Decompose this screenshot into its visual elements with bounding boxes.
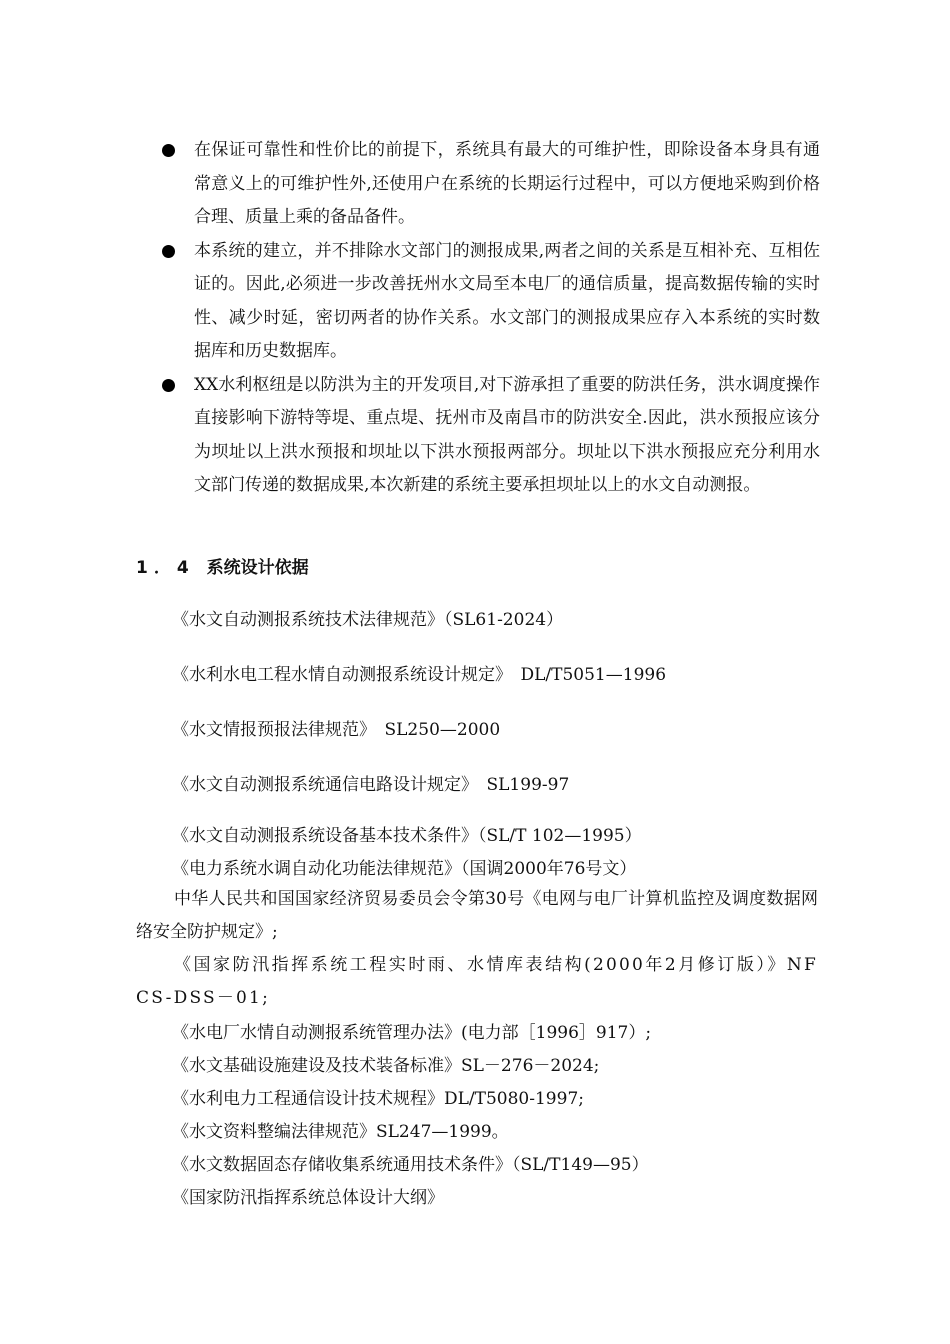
bullet-dot-icon <box>162 245 175 258</box>
regulation-paragraph: 《国家防汛指挥系统工程实时雨、水情库表结构(2000年2月修订版）》NFCS-DSS－01; <box>136 955 818 1008</box>
reference-item: 《水文自动测报系统设备基本技术条件》（SL/T 102—1995） <box>172 826 642 846</box>
bullet-text: XX水利枢纽是以防洪为主的开发项目,对下游承担了重要的防洪任务，洪水调度操作直接影响下游特等堤、重点堤、抚州市及南昌市的防洪安全.因此，洪水预报应该分为坝址以上洪水预报和坝址以下洪水预报两部分。坝址以下洪水预报应充分利用水文部门传递的数据成果,本次新建的系统主要承担坝址以上的水文自动测报。 <box>194 374 820 495</box>
reference-item: 《水文自动测报系统技术法律规范》（SL61-2024） <box>172 610 564 630</box>
reference-item: 《水文资料整编法律规范》SL247—1999。 <box>172 1122 509 1142</box>
section-title: 系统设计依据 <box>206 558 309 578</box>
bullet-dot-icon <box>162 144 175 157</box>
reference-item: 《水电厂水情自动测报系统管理办法》(电力部［1996］917）; <box>172 1023 652 1043</box>
reference-item: 《电力系统水调自动化功能法律规范》（国调2000年76号文） <box>172 859 637 879</box>
section-heading <box>136 554 309 582</box>
bullet-item <box>160 369 820 503</box>
reference-item: 《国家防汛指挥系统总体设计大纲》 <box>172 1188 444 1208</box>
bullet-text: 本系统的建立，并不排除水文部门的测报成果,两者之间的关系是互相补充、互相佐证的。因此,必须进一步改善抚州水文局至本电厂的通信质量，提高数据传输的实时性、减少时延，密切两者的协作关系。水文部门的测报成果应存入本系统的实时数据库和历史数据库。 <box>194 240 820 361</box>
section-number: 1．4 <box>136 558 195 578</box>
bullet-dot-icon <box>162 379 175 392</box>
bullet-item <box>160 134 820 235</box>
reference-item: 《水文自动测报系统通信电路设计规定》 SL199-97 <box>172 775 570 795</box>
reference-item: 《水利电力工程通信设计技术规程》DL/T5080-1997; <box>172 1089 584 1109</box>
bullet-list <box>160 134 820 503</box>
reference-item: 《水利水电工程水情自动测报系统设计规定》 DL/T5051—1996 <box>172 665 667 685</box>
reference-item: 《水文数据固态存储收集系统通用技术条件》（SL/T149—95） <box>172 1155 649 1175</box>
reference-item: 《水文基础设施建设及技术装备标准》SL－276－2024; <box>172 1056 600 1076</box>
regulation-paragraph: 中华人民共和国国家经济贸易委员会令第30号《电网与电厂计算机监控及调度数据网络安全防护规定》; <box>136 889 818 942</box>
reference-item: 《水文情报预报法律规范》 SL250—2000 <box>172 720 501 740</box>
bullet-text: 在保证可靠性和性价比的前提下，系统具有最大的可维护性，即除设备本身具有通常意义上的可维护性外,还使用户在系统的长期运行过程中，可以方便地采购到价格合理、质量上乘的备品备件。 <box>194 140 820 227</box>
bullet-item <box>160 235 820 369</box>
